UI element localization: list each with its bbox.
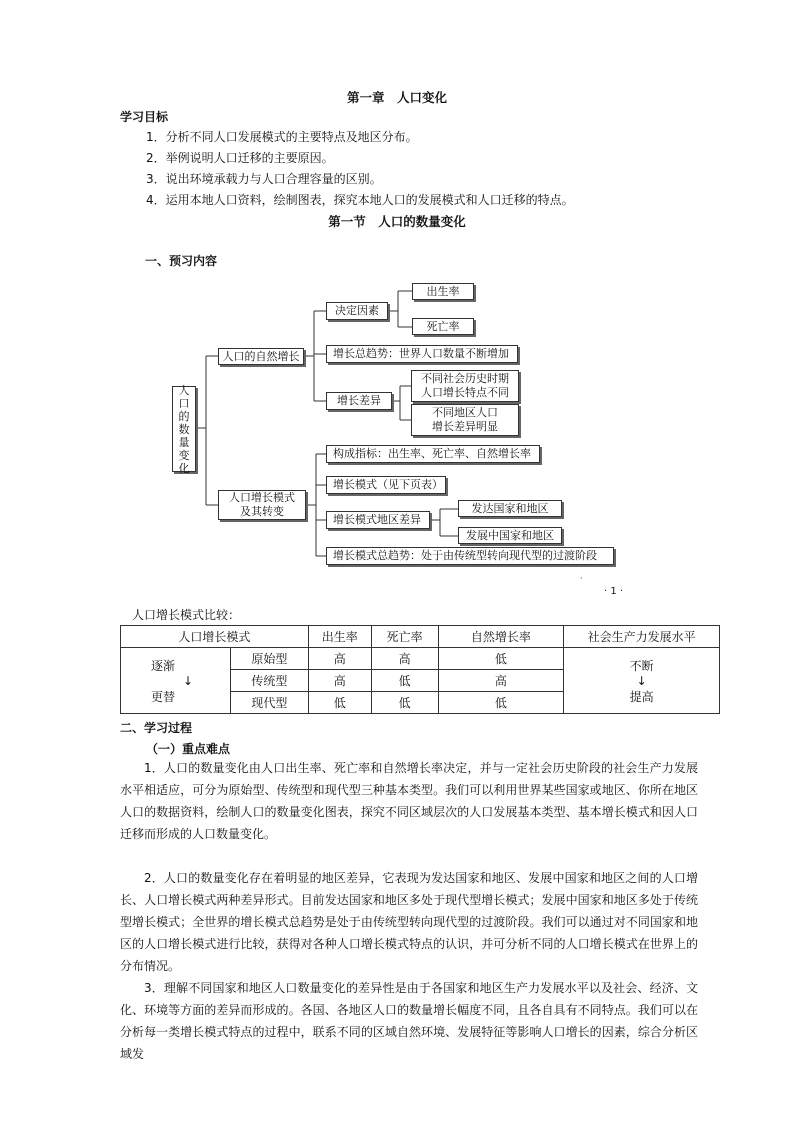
box-label-line: 人口增长特点不同 <box>421 386 509 399</box>
header-cell: 出生率 <box>308 626 371 648</box>
cell-growth: 低 <box>438 692 564 714</box>
diagram-diff-history <box>411 370 519 402</box>
cell-death: 低 <box>371 670 438 692</box>
diagram-mode <box>326 476 446 494</box>
diagram-root-label: 人口的数量变化 <box>178 383 190 475</box>
dot-mark: · <box>580 574 583 583</box>
header-cell: 人口增长模式 <box>121 626 309 648</box>
page-number: · 1 · <box>604 586 624 597</box>
diagram-death-rate <box>412 318 474 335</box>
cell-birth: 高 <box>308 670 371 692</box>
diagram-branch-natural-growth <box>218 348 304 365</box>
diagram-root <box>172 383 196 475</box>
box-label-line: 增长差异明显 <box>432 420 498 433</box>
cell-death: 低 <box>371 692 438 714</box>
diagram-diff-region <box>411 404 519 436</box>
box-label: 增长差异 <box>337 394 381 407</box>
box-label: 增长模式总趋势：处于由传统型转向现代型的过渡阶段 <box>333 549 597 562</box>
diagram-branch-growth-mode <box>218 490 306 520</box>
objectives-heading: 学习目标 <box>120 110 169 124</box>
left-note-top: 逐渐 <box>151 658 176 673</box>
objective-item: 1．分析不同人口发展模式的主要特点及地区分布。 <box>146 130 418 144</box>
branch-label-line: 及其转变 <box>240 505 284 518</box>
cell-growth: 高 <box>438 670 564 692</box>
branch-label: 人口的自然增长 <box>222 349 300 363</box>
chapter-title: 第一章 人口变化 <box>346 90 447 105</box>
objective-item: 4．运用本地人口资料，绘制图表，探究本地人口的发展模式和人口迁移的特点。 <box>146 193 574 207</box>
diagram-birth-rate <box>412 283 474 300</box>
diagram-region-difference <box>326 511 430 529</box>
process-heading: 二、学习过程 <box>120 721 193 735</box>
key-heading: （一）重点难点 <box>146 742 231 756</box>
objective-item: 3．说出环境承载力与人口合理容量的区别。 <box>146 172 382 186</box>
header-cell: 死亡率 <box>371 626 438 648</box>
box-label-line: 不同地区人口 <box>432 406 498 419</box>
objective-item: 2．举例说明人口迁移的主要原因。 <box>146 151 334 165</box>
box-label: 发达国家和地区 <box>471 501 549 515</box>
down-arrow-icon: ↓ <box>183 673 194 688</box>
diagram-developed <box>458 500 562 517</box>
left-note-cell <box>121 648 231 714</box>
box-label: 决定因素 <box>335 304 379 317</box>
cell-type: 传统型 <box>230 670 308 692</box>
box-label: 发展中国家和地区 <box>466 528 554 542</box>
paragraph-2: 2．人口的数量变化存在着明显的地区差异，它表现为发达国家和地区、发展中国家和地区之间的人口增长、人口增长模式两种差异形式。目前发达国家和地区多处于现代型增长模式；发展中国家和地区多处于传统型增长模式；全世界的增长模式总趋势是处于由传统型转向现代型的过渡阶段。我们可以通过对不同国家和地区的人口增长模式进行比较，获得对各种人口增长模式特点的认识，并可分析不同的人口增长模式在世界上的分布情况。 <box>120 871 698 973</box>
branch-label-line: 人口增长模式 <box>229 491 295 504</box>
cell-type: 现代型 <box>230 692 308 714</box>
cell-birth: 高 <box>308 648 371 670</box>
left-note-bottom: 更替 <box>151 689 176 704</box>
right-note-top: 不断 <box>629 658 654 673</box>
right-note-bottom: 提高 <box>629 689 654 704</box>
table-header-row <box>121 626 720 648</box>
diagram-developing <box>458 527 562 544</box>
cell-death: 高 <box>371 648 438 670</box>
diagram-mode-trend <box>326 547 614 565</box>
section-title: 第一节 人口的数量变化 <box>328 214 466 229</box>
paragraph-3: 3．理解不同国家和地区人口数量变化的差异性是由于各国家和地区生产力发展水平以及社会、经济、文化、环境等方面的差异而形成的。各国、各地区人口的数量增长幅度不同，且各自具有不同特点。我们可以在分析每一类增长模式特点的过程中，联系不同的区域自然环境、发展特征等影响人口增长的因素，综合分析区域发 <box>120 981 698 1061</box>
box-label: 死亡率 <box>426 319 460 333</box>
diagram-factors <box>326 302 388 320</box>
diagram-growth-trend <box>326 345 518 363</box>
paragraph-1: 1．人口的数量变化由人口出生率、死亡率和自然增长率决定，并与一定社会历史阶段的社会生产力发展水平相适应，可分为原始型、传统型和现代型三种基本类型。我们可以利用世界某些国家或地区、你所在地区人口的数据资料，绘制人口的数量变化图表，探究不同区域层次的人口发展基本类型、基本增长模式和因人口迁移而形成的人口数量变化。 <box>120 761 698 841</box>
header-cell: 社会生产力发展水平 <box>564 626 720 648</box>
table-caption: 人口增长模式比较： <box>132 608 241 622</box>
preview-heading: 一、预习内容 <box>145 254 218 268</box>
down-arrow-icon: ↓ <box>636 673 647 688</box>
box-label: 增长总趋势：世界人口数量不断增加 <box>333 347 509 360</box>
diagram-index <box>326 445 540 463</box>
diagram-growth-difference <box>326 392 392 410</box>
cell-growth: 低 <box>438 648 564 670</box>
header-cell: 自然增长率 <box>438 626 564 648</box>
cell-birth: 低 <box>308 692 371 714</box>
cell-type: 原始型 <box>230 648 308 670</box>
right-note-cell <box>564 648 720 714</box>
box-label: 增长模式（见下页表） <box>333 478 443 491</box>
growth-mode-table <box>120 625 720 714</box>
table-row <box>121 648 720 670</box>
box-label: 增长模式地区差异 <box>333 513 421 526</box>
box-label: 出生率 <box>426 284 460 298</box>
box-label: 构成指标：出生率、死亡率、自然增长率 <box>333 447 531 460</box>
box-label-line: 不同社会历史时期 <box>421 372 509 385</box>
